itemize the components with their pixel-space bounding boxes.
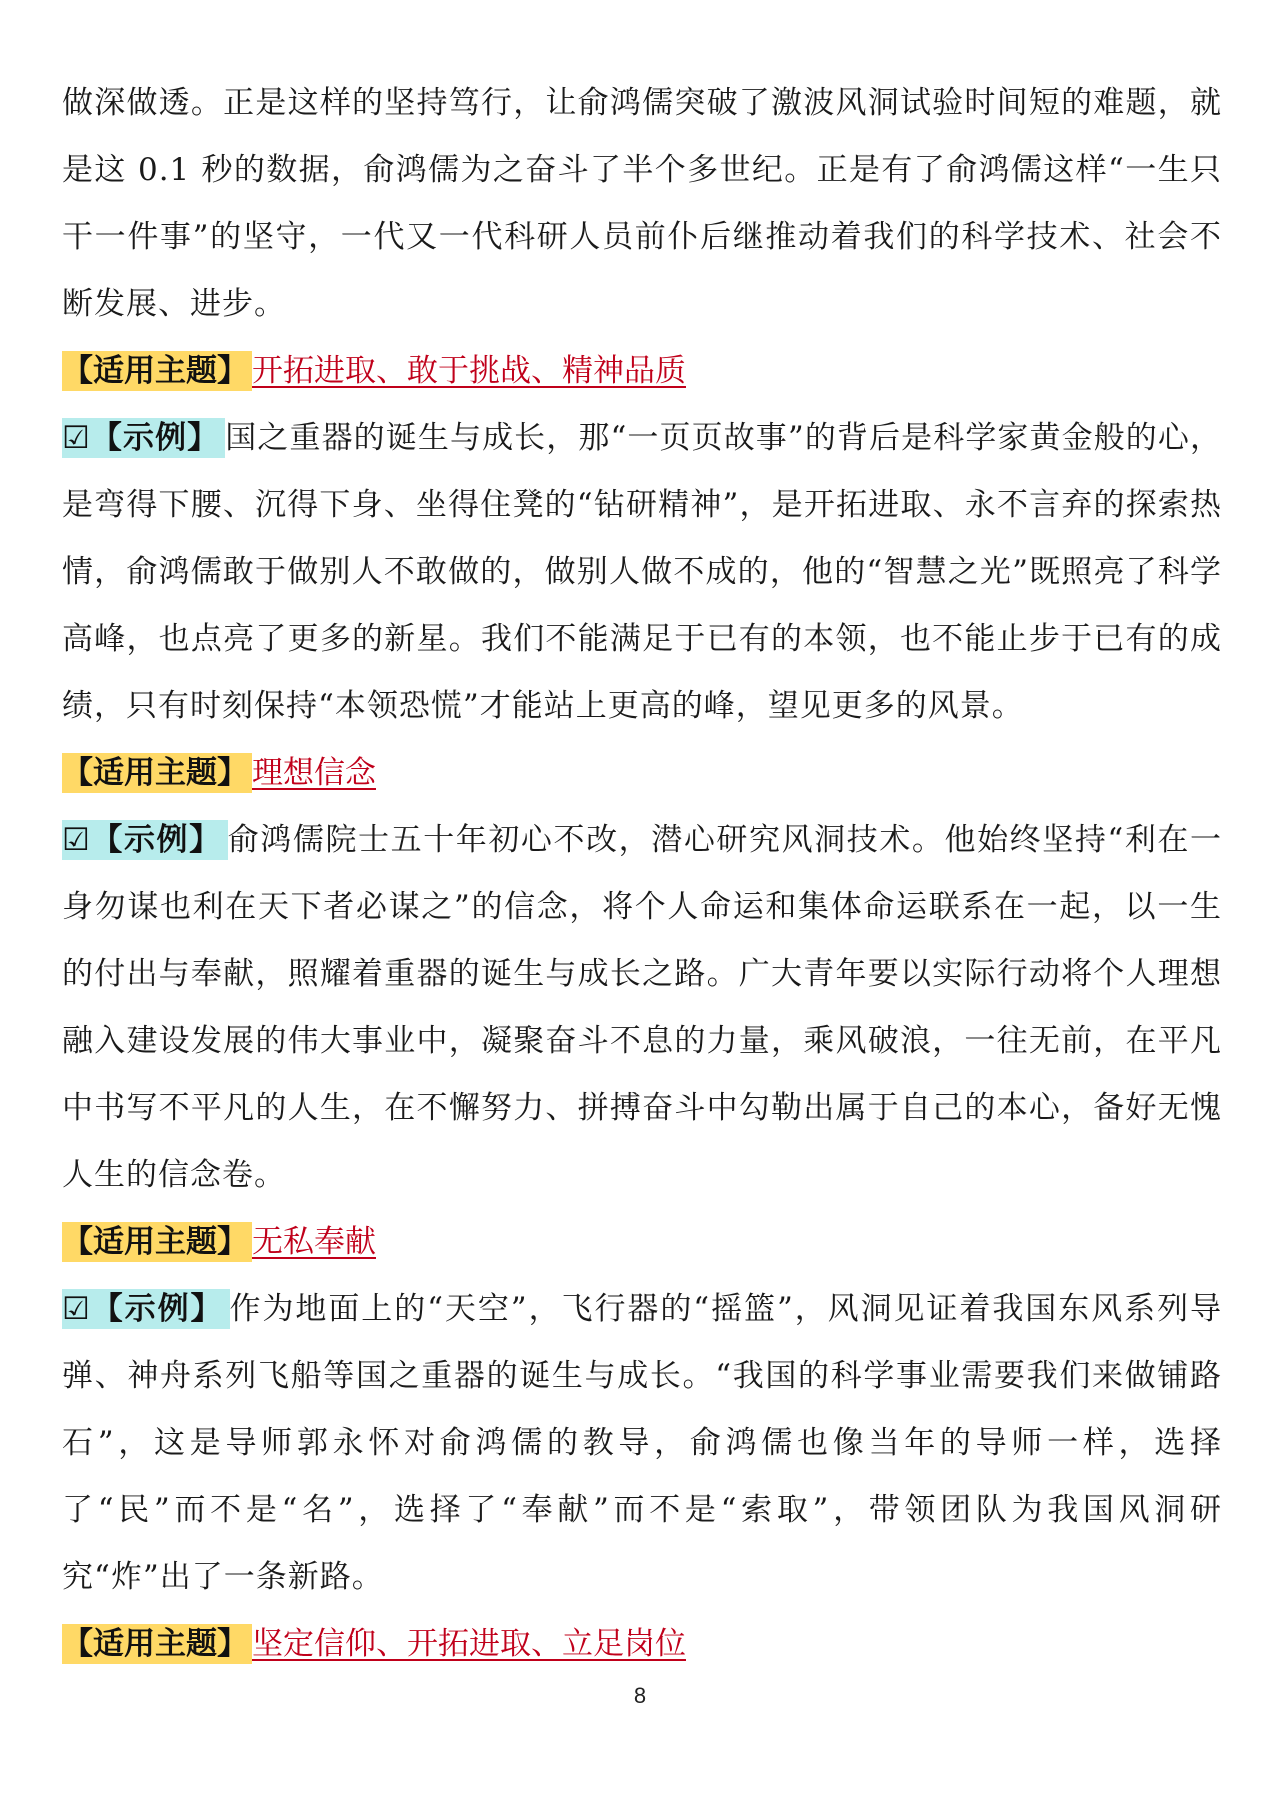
example-tag xyxy=(62,418,225,458)
checkbox-icon: ☑ xyxy=(62,822,91,858)
example-paragraph-3 xyxy=(62,1276,1222,1611)
document-page xyxy=(62,70,1222,1678)
theme-line-2 xyxy=(62,740,1222,807)
example-paragraph-1 xyxy=(62,405,1222,740)
theme-tag: 【适用主题】 xyxy=(62,1624,252,1664)
example-label: 【示例】 xyxy=(90,420,220,456)
theme-text-2: 理想信念 xyxy=(252,755,376,791)
checkbox-icon: ☑ xyxy=(62,1291,91,1327)
page-number: 8 xyxy=(633,1683,647,1708)
checkbox-icon: ☑ xyxy=(62,420,91,456)
theme-line-3 xyxy=(62,1209,1222,1276)
example-tag xyxy=(62,820,228,860)
example-text-3: 作为地面上的“天空”，飞行器的“摇篮”，风洞见证着我国东风系列导弹、神舟系列飞船等国之重器的诞生与成长。“我国的科学事业需要我们来做铺路石”，这是导师郭永怀对俞鸿儒的教导，俞鸿儒也像当年的导师一样，选择了“民”而不是“名”，选择了“奉献”而不是“索取”，带领团队为我国风洞研究“炸”出了一条新路。 xyxy=(62,1291,1223,1595)
theme-text-1: 开拓进取、敢于挑战、精神品质 xyxy=(252,353,686,389)
theme-text-3: 无私奉献 xyxy=(252,1224,376,1260)
example-label: 【示例】 xyxy=(90,822,222,858)
example-text-1: 国之重器的诞生与成长，那“一页页故事”的背后是科学家黄金般的心，是弯得下腰、沉得下身、坐得住凳的“钻研精神”，是开拓进取、永不言弃的探索热情，俞鸿儒敢于做别人不敢做的，做别人做不成的，他的“智慧之光”既照亮了科学高峰，也点亮了更多的新星。我们不能满足于已有的本领，也不能止步于已有的成绩，只有时刻保持“本领恐慌”才能站上更高的峰，望见更多的风景。 xyxy=(62,420,1223,724)
theme-line-1 xyxy=(62,338,1222,405)
theme-line-4 xyxy=(62,1611,1222,1678)
example-text-2: 俞鸿儒院士五十年初心不改，潜心研究风洞技术。他始终坚持“利在一身勿谋也利在天下者必谋之”的信念，将个人命运和集体命运联系在一起，以一生的付出与奉献，照耀着重器的诞生与成长之路。广大青年要以实际行动将个人理想融入建设发展的伟大事业中，凝聚奋斗不息的力量，乘风破浪，一往无前，在平凡中书写不平凡的人生，在不懈努力、拼搏奋斗中勾勒出属于自己的本心，备好无愧人生的信念卷。 xyxy=(62,822,1222,1193)
example-label: 【示例】 xyxy=(90,1291,224,1327)
intro-paragraph: 做深做透。正是这样的坚持笃行，让俞鸿儒突破了激波风洞试验时间短的难题，就是这 0.1 秒的数据，俞鸿儒为之奋斗了半个多世纪。正是有了俞鸿儒这样“一生只干一件事”的坚守，一代又一代科研人员前仆后继推动着我们的科学技术、社会不断发展、进步。 xyxy=(62,85,1222,322)
theme-text-4: 坚定信仰、开拓进取、立足岗位 xyxy=(252,1626,686,1662)
theme-tag: 【适用主题】 xyxy=(62,753,252,793)
example-tag xyxy=(62,1289,230,1329)
theme-tag: 【适用主题】 xyxy=(62,351,252,391)
theme-tag: 【适用主题】 xyxy=(62,1222,252,1262)
example-paragraph-2 xyxy=(62,807,1222,1209)
